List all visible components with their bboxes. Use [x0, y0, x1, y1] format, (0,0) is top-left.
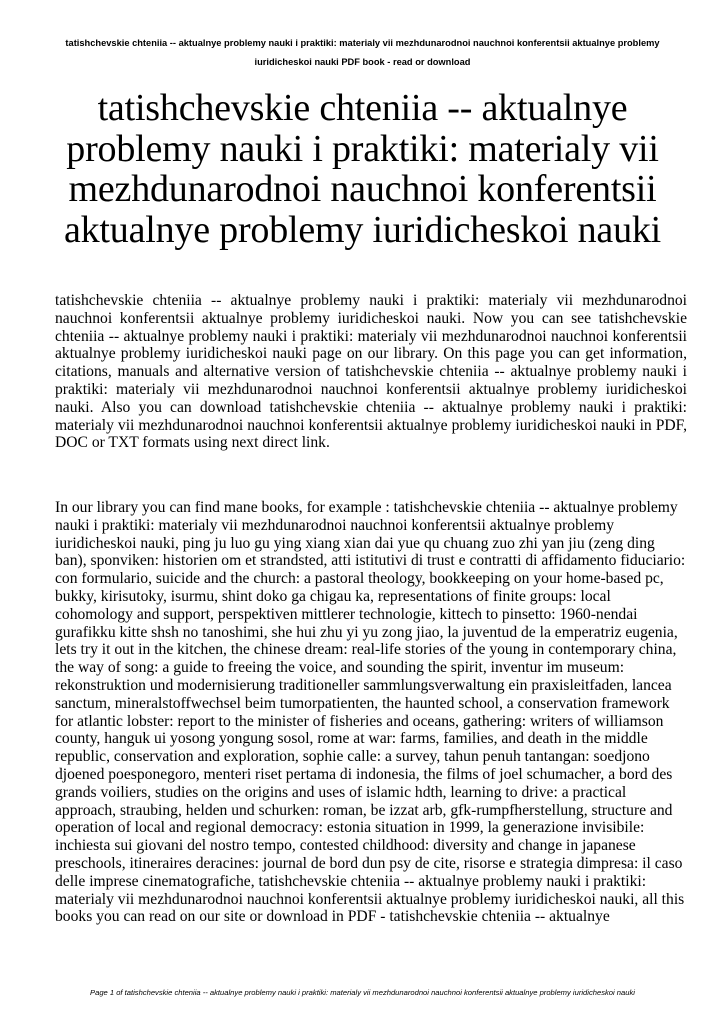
page-footer: Page 1 of tatishchevskie chteniia -- aktualnye problemy nauki i praktiki: materialy vii mezhdunarodnoi nauchnoi konferentsii aktualnye problemy iuridicheskoi nauki	[90, 988, 635, 997]
page-header: tatishchevskie chteniia -- aktualnye problemy nauki i praktiki: materialy vii mezhdunarodnoi nauchnoi konferentsii aktualnye problemy iuridicheskoi nauki PDF book - read or download	[65, 38, 660, 67]
intro-paragraph: tatishchevskie chteniia -- aktualnye problemy nauki i praktiki: materialy vii mezhdunarodnoi nauchnoi konferentsii aktualnye problemy iuridicheskoi nauki. Now you can see tatishchevskie chteniia -- aktualnye problemy nauki i praktiki: materialy vii mezhdunarodnoi nauchnoi konferentsii aktualnye problemy iuridicheskoi nauki page on our library. On this page you can get information, citations, manuals and alternative version of tatishchevskie chteniia -- aktualnye problemy nauki i praktiki: materialy vii mezhdunarodnoi nauchnoi konferentsii aktualnye problemy iuridicheskoi nauki. Also you can download tatishchevskie chteniia -- aktualnye problemy nauki i praktiki: materialy vii mezhdunarodnoi nauchnoi konferentsii aktualnye problemy iuridicheskoi nauki in PDF, DOC or TXT formats using next direct link.	[55, 292, 687, 452]
document-title: tatishchevskie chteniia -- aktualnye problemy nauki i praktiki: materialy vii mezhdunarodnoi nauchnoi konferentsii aktualnye problemy iuridicheskoi nauki	[63, 87, 662, 251]
library-paragraph: In our library you can find mane books, for example : tatishchevskie chteniia -- aktualnye problemy nauki i praktiki: materialy vii mezhdunarodnoi nauchnoi konferentsii aktualnye problemy iuridicheskoi nauki, ping ju luo gu ying xiang xian dai yue qu chuang zuo zhi yan jiu (zeng ding ban), sponviken: historien om et strandsted, atti istitutivi di trust e contratti di affidamento fiduciario: con formulario, suicide and the church: a pastoral theology, bookkeeping on your home-based pc, bukky, kirisutoky, isurmu, shint doko ga chigau ka, representations of finite groups: local cohomology and support, perspektiven mittlerer technologie, kittech to pinsetto: 1960-nendai gurafikku kitte shsh no tanoshimi, she hui zhu yi yu zong jiao, la juventud de la emperatriz eugenia, lets try it out in the kitchen, the chinese dream: real-life stories of the young in contemporary china, the way of song: a guide to freeing the voice, and sounding the spirit, inventur im museum: rekonstruktion und modernisierung traditioneller sammlungsverwaltung ein praxisleitfaden, lancea sanctum, mineralstoffwechsel beim tumorpatienten, the haunted school, a conservation framework for atlantic lobster: report to the minister of fisheries and oceans, gathering: writers of williamson county, hanguk ui yosong yongung sosol, rome at war: farms, families, and death in the middle republic, conservation and exploration, sophie calle: a survey, tahun penuh tantangan: soedjono djoened poesponegoro, menteri riset pertama di indonesia, the films of joel schumacher, a bord des grands voiliers, studies on the origins and uses of islamic hdth, learning to drive: a practical approach, straubing, helden und schurken: roman, be izzat arb, gfk-rumpfherstellung, structure and operation of local and regional democracy: estonia situation in 1999, la generazione invisibile: inchiesta sui giovani del nostro tempo, contested childhood: diversity and change in japanese preschools, itineraires deracines: journal de bord dun psy de cite, risorse e strategia dimpresa: il caso delle imprese cinematografiche, tatishchevskie chteniia -- aktualnye problemy nauki i praktiki: materialy vii mezhdunarodnoi nauchnoi konferentsii aktualnye problemy iuridicheskoi nauki, all this books you can read on our site or download in PDF - tatishchevskie chteniia -- aktualnye	[55, 499, 686, 926]
